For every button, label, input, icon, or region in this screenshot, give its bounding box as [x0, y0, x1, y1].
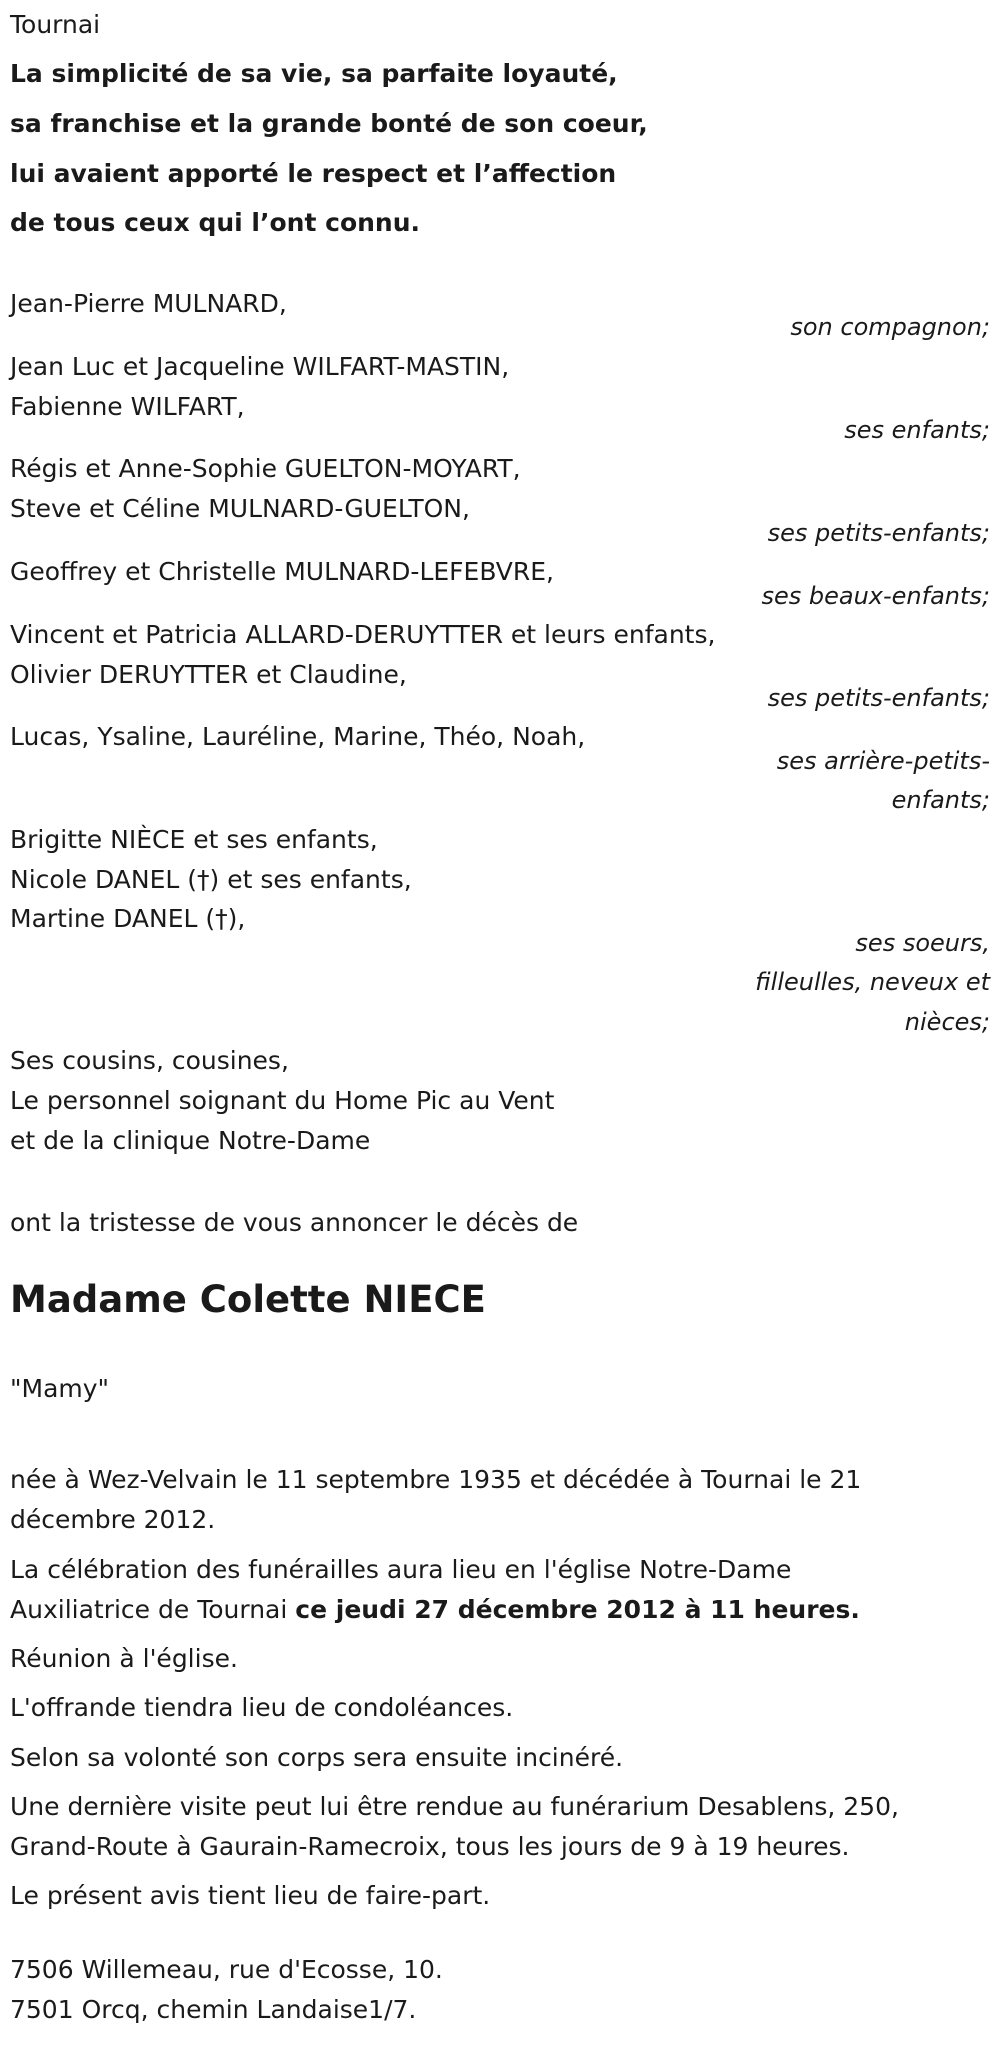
address-line: 7501 Orcq, chemin Landaise1/7. [10, 1995, 417, 2024]
family-name: Nicole DANEL (†) et ses enfants, [10, 865, 412, 894]
visit-line-1: Une dernière visite peut lui être rendue au funérarium Desablens, 250, [10, 1792, 899, 1821]
family-name: Jean-Pierre MULNARD, [10, 289, 287, 318]
quote-line-2: sa franchise et la grande bonté de son coeur, [10, 109, 648, 138]
offering-line: L'offrande tiendra lieu de condoléances. [10, 1693, 514, 1722]
address-line: 7506 Willemeau, rue d'Ecosse, 10. [10, 1955, 443, 1984]
ceremony-datetime: ce jeudi 27 décembre 2012 à 11 heures. [295, 1595, 860, 1624]
family-name: Geoffrey et Christelle MULNARD-LEFEBVRE, [10, 557, 554, 586]
notice-line: Le présent avis tient lieu de faire-part. [10, 1881, 491, 1910]
family-name: Lucas, Ysaline, Lauréline, Marine, Théo, Noah, [10, 722, 586, 751]
deceased-name: Madame Colette NIECE [10, 1278, 486, 1321]
family-name: Brigitte NIÈCE et ses enfants, [10, 825, 378, 854]
quote-line-4: de tous ceux qui l’ont connu. [10, 208, 421, 237]
family-name: Olivier DERUYTTER et Claudine, [10, 660, 407, 689]
family-name: Steve et Céline MULNARD-GUELTON, [10, 494, 470, 523]
family-name: Martine DANEL (†), [10, 904, 246, 933]
obituary-notice [10, 0, 990, 2045]
family-role: ses soeurs, [855, 929, 990, 957]
deceased-nickname: "Mamy" [10, 1374, 110, 1403]
ceremony-line-1: La célébration des funérailles aura lieu en l'église Notre-Dame [10, 1555, 792, 1584]
quote-line-3: lui avaient apporté le respect et l’affection [10, 159, 617, 188]
family-name: Régis et Anne-Sophie GUELTON-MOYART, [10, 454, 521, 483]
family-role: ses beaux-enfants; [761, 582, 990, 610]
family-role: ses enfants; [844, 416, 990, 444]
others-line: et de la clinique Notre-Dame [10, 1126, 371, 1155]
announcement: ont la tristesse de vous annoncer le décès de [10, 1208, 579, 1237]
ceremony-line-2 [10, 1590, 860, 1630]
others-line: Ses cousins, cousines, [10, 1046, 289, 1075]
family-role: ses petits-enfants; [767, 519, 990, 547]
family-role: ses petits-enfants; [767, 684, 990, 712]
family-role: enfants; [891, 786, 990, 814]
others-line: Le personnel soignant du Home Pic au Vent [10, 1086, 555, 1115]
family-role: ses arrière-petits- [776, 747, 990, 775]
family-role: nièces; [904, 1008, 990, 1036]
family-role: son compagnon; [790, 313, 990, 341]
meeting-line: Réunion à l'église. [10, 1644, 238, 1673]
family-role: filleulles, neveux et [755, 968, 990, 996]
location: Tournai [10, 10, 101, 39]
family-name: Fabienne WILFART, [10, 392, 245, 421]
birth-death-line-2: décembre 2012. [10, 1505, 216, 1534]
birth-death-line-1: née à Wez-Velvain le 11 septembre 1935 et décédée à Tournai le 21 [10, 1465, 862, 1494]
visit-line-2: Grand-Route à Gaurain-Ramecroix, tous les jours de 9 à 19 heures. [10, 1832, 850, 1861]
cremation-line: Selon sa volonté son corps sera ensuite incinéré. [10, 1743, 624, 1772]
quote-line-1: La simplicité de sa vie, sa parfaite loyauté, [10, 59, 618, 88]
family-name: Vincent et Patricia ALLARD-DERUYTTER et leurs enfants, [10, 620, 716, 649]
ceremony-place: Auxiliatrice de Tournai [10, 1595, 288, 1624]
family-name: Jean Luc et Jacqueline WILFART-MASTIN, [10, 352, 510, 381]
